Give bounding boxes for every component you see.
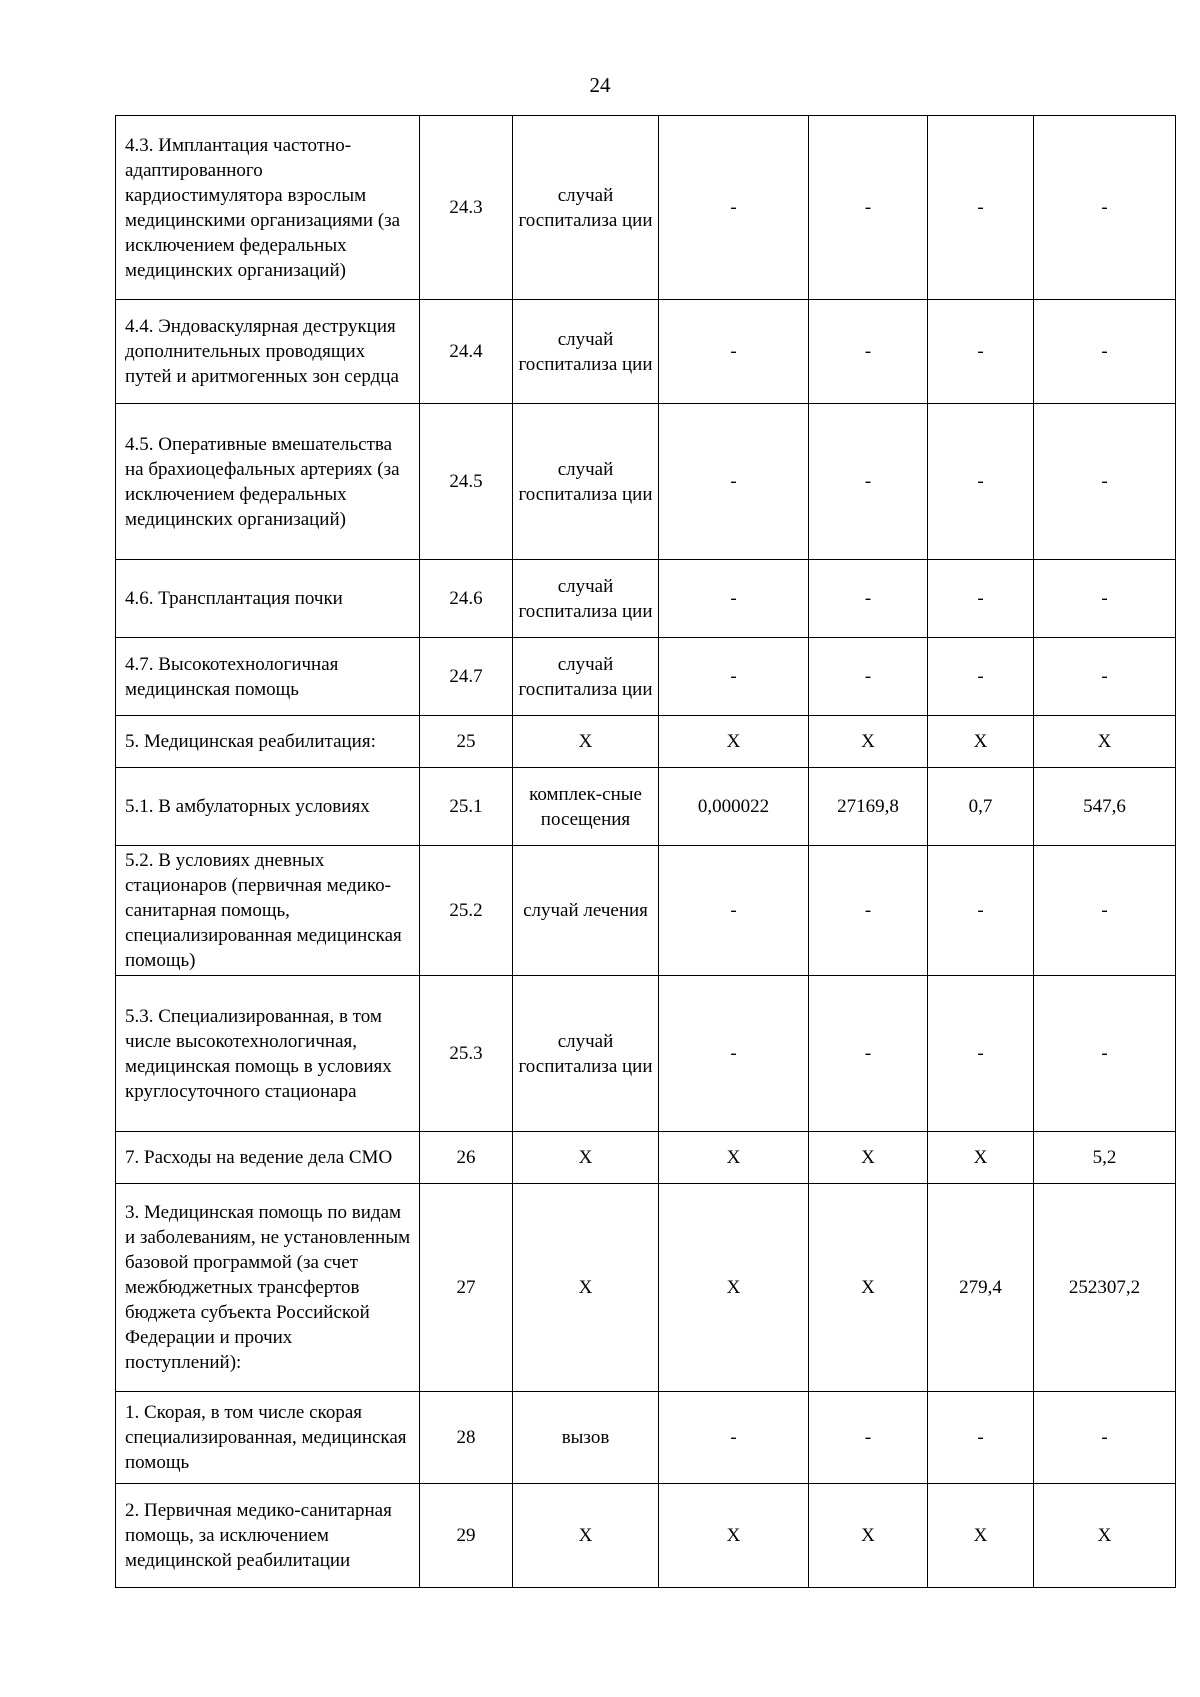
table-row (116, 976, 1176, 1132)
row-line-cell: 24.4 (420, 300, 513, 404)
row-value-cell: Х (1034, 716, 1176, 768)
row-value-cell: - (1034, 560, 1176, 638)
table-row (116, 404, 1176, 560)
row-value-cell: 252307,2 (1034, 1184, 1176, 1392)
row-unit-cell: случай лечения (513, 846, 659, 976)
row-value-cell: Х (659, 1184, 809, 1392)
row-name-cell: 7. Расходы на ведение дела СМО (116, 1132, 420, 1184)
row-value-cell: Х (928, 1132, 1034, 1184)
row-value-cell: - (928, 300, 1034, 404)
row-unit-cell: случай госпитализа ции (513, 404, 659, 560)
row-value-cell: - (928, 404, 1034, 560)
row-unit-cell: Х (513, 716, 659, 768)
row-value-cell: - (659, 300, 809, 404)
row-name-cell: 4.6. Трансплантация почки (116, 560, 420, 638)
row-value-cell: - (928, 1392, 1034, 1484)
row-value-cell: 0,7 (928, 768, 1034, 846)
table-row (116, 768, 1176, 846)
row-line-cell: 27 (420, 1184, 513, 1392)
row-unit-cell: случай госпитализа ции (513, 638, 659, 716)
row-value-cell: Х (809, 1184, 928, 1392)
row-value-cell: Х (1034, 1484, 1176, 1588)
row-name-cell: 4.5. Оперативные вмешательства на брахиоцефальных артериях (за исключением федеральных медицинских организаций) (116, 404, 420, 560)
row-line-cell: 28 (420, 1392, 513, 1484)
row-value-cell: - (659, 404, 809, 560)
row-value-cell: - (659, 976, 809, 1132)
table-row (116, 560, 1176, 638)
row-value-cell: - (809, 1392, 928, 1484)
row-value-cell: - (1034, 300, 1176, 404)
row-unit-cell: случай госпитализа ции (513, 976, 659, 1132)
row-line-cell: 24.5 (420, 404, 513, 560)
row-line-cell: 26 (420, 1132, 513, 1184)
row-value-cell: - (659, 638, 809, 716)
table-row (116, 716, 1176, 768)
row-line-cell: 25.1 (420, 768, 513, 846)
row-value-cell: Х (659, 1484, 809, 1588)
data-table (115, 115, 1176, 1588)
row-value-cell: Х (809, 716, 928, 768)
row-value-cell: - (928, 846, 1034, 976)
row-value-cell: - (659, 116, 809, 300)
row-value-cell: 27169,8 (809, 768, 928, 846)
table-row (116, 846, 1176, 976)
row-value-cell: - (659, 846, 809, 976)
row-value-cell: - (809, 638, 928, 716)
row-value-cell: Х (659, 1132, 809, 1184)
row-line-cell: 24.6 (420, 560, 513, 638)
row-name-cell: 2. Первичная медико-санитарная помощь, за исключением медицинской реабилитации (116, 1484, 420, 1588)
row-unit-cell: Х (513, 1484, 659, 1588)
row-unit-cell: случай госпитализа ции (513, 560, 659, 638)
row-name-cell: 5. Медицинская реабилитация: (116, 716, 420, 768)
row-value-cell: Х (928, 1484, 1034, 1588)
row-line-cell: 29 (420, 1484, 513, 1588)
row-value-cell: Х (928, 716, 1034, 768)
row-unit-cell: вызов (513, 1392, 659, 1484)
row-line-cell: 25.2 (420, 846, 513, 976)
row-value-cell: - (928, 560, 1034, 638)
row-value-cell: - (809, 976, 928, 1132)
row-value-cell: - (1034, 404, 1176, 560)
page-number: 24 (589, 73, 611, 97)
row-name-cell: 3. Медицинская помощь по видам и заболеваниям, не установленным базовой программой (за счет межбюджетных трансфертов бюджета субъекта Российской Федерации и прочих поступлений): (116, 1184, 420, 1392)
row-value-cell: - (928, 638, 1034, 716)
row-name-cell: 5.1. В амбулаторных условиях (116, 768, 420, 846)
row-line-cell: 24.7 (420, 638, 513, 716)
row-value-cell: 5,2 (1034, 1132, 1176, 1184)
row-name-cell: 4.7. Высокотехнологичная медицинская помощь (116, 638, 420, 716)
row-value-cell: - (809, 846, 928, 976)
row-value-cell: - (1034, 976, 1176, 1132)
row-value-cell: - (809, 404, 928, 560)
row-value-cell: 279,4 (928, 1184, 1034, 1392)
table-row (116, 300, 1176, 404)
row-value-cell: Х (809, 1484, 928, 1588)
row-value-cell: - (659, 1392, 809, 1484)
row-value-cell: Х (659, 716, 809, 768)
row-unit-cell: Х (513, 1132, 659, 1184)
row-value-cell: - (1034, 638, 1176, 716)
row-name-cell: 4.4. Эндоваскулярная деструкция дополнительных проводящих путей и аритмогенных зон сердца (116, 300, 420, 404)
row-line-cell: 24.3 (420, 116, 513, 300)
row-value-cell: - (809, 300, 928, 404)
row-value-cell: - (1034, 846, 1176, 976)
row-unit-cell: Х (513, 1184, 659, 1392)
row-name-cell: 5.2. В условиях дневных стационаров (первичная медико-санитарная помощь, специализированная медицинская помощь) (116, 846, 420, 976)
row-value-cell: - (1034, 1392, 1176, 1484)
table-row (116, 1392, 1176, 1484)
row-unit-cell: случай госпитализа ции (513, 300, 659, 404)
table-row (116, 638, 1176, 716)
row-unit-cell: комплек-сные посещения (513, 768, 659, 846)
row-value-cell: - (1034, 116, 1176, 300)
row-value-cell: - (928, 976, 1034, 1132)
row-name-cell: 5.3. Специализированная, в том числе высокотехнологичная, медицинская помощь в условиях круглосуточного стационара (116, 976, 420, 1132)
table-row (116, 1184, 1176, 1392)
row-value-cell: - (928, 116, 1034, 300)
table-row (116, 1484, 1176, 1588)
row-value-cell: - (809, 116, 928, 300)
row-value-cell: 547,6 (1034, 768, 1176, 846)
row-value-cell: Х (809, 1132, 928, 1184)
row-line-cell: 25.3 (420, 976, 513, 1132)
row-value-cell: 0,000022 (659, 768, 809, 846)
row-value-cell: - (659, 560, 809, 638)
table-row (116, 1132, 1176, 1184)
row-name-cell: 1. Скорая, в том числе скорая специализированная, медицинская помощь (116, 1392, 420, 1484)
row-name-cell: 4.3. Имплантация частотно-адаптированного кардиостимулятора взрослым медицинскими организациями (за исключением федеральных медицинских организаций) (116, 116, 420, 300)
table-row (116, 116, 1176, 300)
row-unit-cell: случай госпитализа ции (513, 116, 659, 300)
row-line-cell: 25 (420, 716, 513, 768)
row-value-cell: - (809, 560, 928, 638)
